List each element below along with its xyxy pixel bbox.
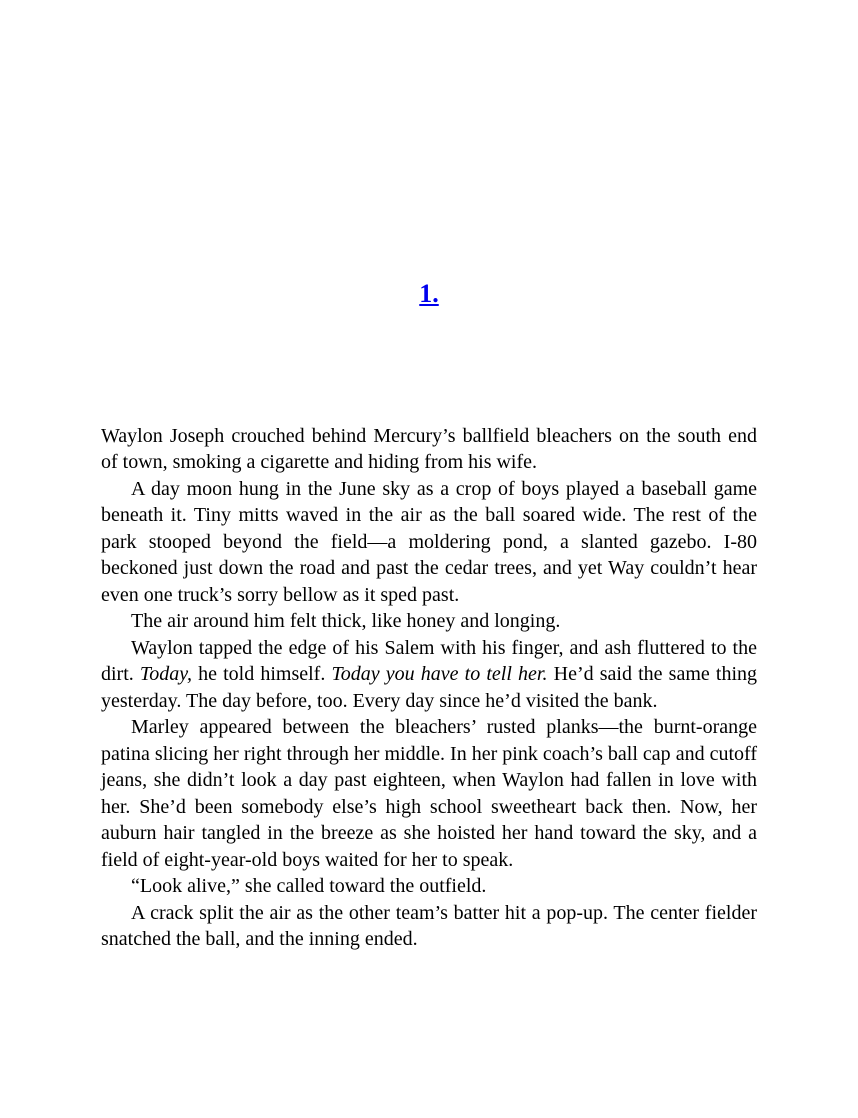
paragraph-text: he told himself. [191, 663, 332, 686]
paragraph-2 [101, 476, 757, 609]
paragraph-text: Marley appeared between the bleachers’ rusted planks—the burnt-orange patina slicing her right through her middle. In her pink coach’s ball cap and cutoff jeans, she didn’t look a day past eighteen, when Waylon had fallen in love with her. She’d been somebody else’s high school sweetheart back then. Now, her auburn hair tangled in the breeze as she hoisted her hand toward the sky, and a field of eight-year-old boys waited for her to speak. [101, 716, 757, 871]
paragraph-1 [101, 423, 757, 476]
chapter-number-link[interactable]: 1. [419, 279, 439, 308]
paragraph-text: A day moon hung in the June sky as a crop of boys played a baseball game beneath it. Tiny mitts waved in the air as the ball soared wide. The rest of the park stooped beyond the field—a moldering pond, a slanted gazebo. I-80 beckoned just down the road and past the cedar trees, and yet Way couldn’t hear even one truck’s sorry bellow as it sped past. [101, 477, 757, 606]
paragraph-7 [101, 900, 757, 953]
paragraph-text-italic: Today you have to tell her. [331, 663, 548, 686]
chapter-heading [101, 0, 757, 309]
paragraph-text: Waylon tapped the edge of his Salem with his finger, and ash fluttered to the dirt. [101, 636, 757, 686]
paragraph-text: The air around him felt thick, like honey and longing. [131, 610, 561, 633]
chapter-body [101, 423, 757, 953]
paragraph-6 [101, 873, 757, 900]
paragraph-5 [101, 714, 757, 873]
paragraph-text: A crack split the air as the other team’s batter hit a pop-up. The center fielder snatched the ball, and the inning ended. [101, 901, 757, 951]
paragraph-text: He’d said the same thing yesterday. The day before, too. Every day since he’d visited the bank. [101, 663, 757, 712]
paragraph-text-italic: Today, [139, 663, 192, 686]
paragraph-text: Waylon Joseph crouched behind Mercury’s ballfield bleachers on the south end of town, smoking a cigarette and hiding from his wife. [101, 424, 757, 474]
paragraph-3 [101, 608, 757, 635]
paragraph-4 [101, 635, 757, 715]
paragraph-text: “Look alive,” she called toward the outfield. [131, 875, 487, 898]
